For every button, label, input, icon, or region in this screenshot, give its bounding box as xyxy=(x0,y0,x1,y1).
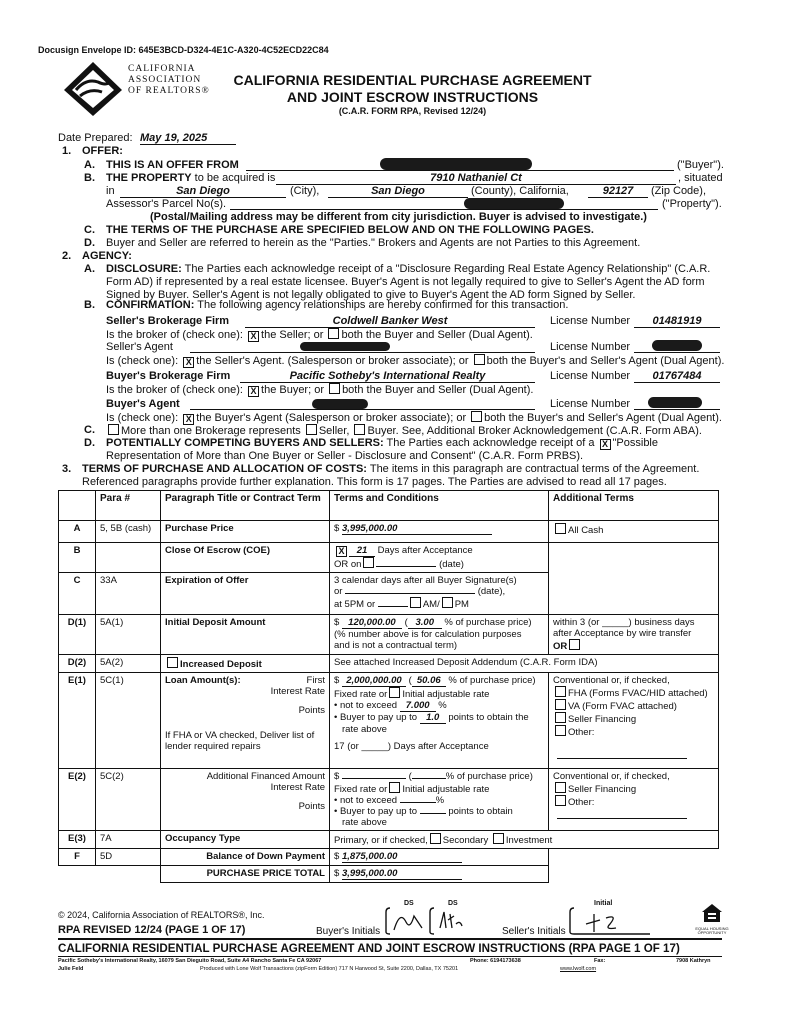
expiration-or: or xyxy=(334,586,343,597)
s1-b-end: , situated xyxy=(678,172,723,184)
seller-agent-label: Seller's Agent xyxy=(106,341,173,353)
fha-label: FHA (Forms FVAC/HID attached) xyxy=(568,688,708,699)
buyer-is-check-label: Is (check one): xyxy=(106,412,179,424)
seller-agent-license-label: License Number xyxy=(550,341,631,353)
company-fax: Fax: xyxy=(594,958,606,964)
s2-c-letter: C. xyxy=(84,424,95,436)
coe-date-checkbox[interactable] xyxy=(363,557,374,568)
apn-end: ("Property"). xyxy=(662,198,722,210)
initial-deposit-pct: 3.00 xyxy=(408,617,442,629)
seller-initials-label: Seller's Initials xyxy=(502,926,566,937)
d1-add3: OR xyxy=(553,641,568,652)
e1-sf-label: Seller Financing xyxy=(568,714,637,725)
row-e2-para: 5C(2) xyxy=(96,769,161,831)
multi-brokerage-checkbox[interactable] xyxy=(108,424,119,435)
buyer-dual-checkbox[interactable] xyxy=(329,383,340,394)
aba-seller-checkbox[interactable] xyxy=(306,424,317,435)
city-label: (City), xyxy=(290,185,320,197)
redacted-seller-agent-license xyxy=(652,340,702,351)
e2-sf-label: Seller Financing xyxy=(568,784,637,795)
postal-note: (Postal/Mailing address may be different from city jurisdiction. Buyer is advised to investigate.) xyxy=(150,211,647,223)
section-3-number: 3. xyxy=(62,463,72,475)
f-dollar: $ xyxy=(334,851,340,862)
interest-rate: 7.000 xyxy=(400,700,436,712)
row-d2 xyxy=(59,655,719,673)
e2-adj: Initial adjustable rate xyxy=(402,784,490,795)
s1-c-letter: C. xyxy=(84,224,95,236)
coe-date-label: (date) xyxy=(439,559,464,570)
s1-a-end: ("Buyer"). xyxy=(677,159,724,171)
s1-d-letter: D. xyxy=(84,237,95,249)
county-label: (County), California, xyxy=(471,185,569,197)
e1-other-label: Other: xyxy=(568,727,595,738)
seller-license: 01481919 xyxy=(634,315,720,328)
initial-deposit: 120,000.00 xyxy=(342,617,402,629)
row-c-para: 33A xyxy=(96,573,161,615)
s2-a-line2: Form AD) if represented by a real estate licensee. Buyer's Agent is not legally required to give to Seller's Agent the AD form xyxy=(106,276,705,288)
s1-b-text: to be acquired is xyxy=(194,172,276,184)
e1-pct-text: % of purchase price) xyxy=(448,675,536,686)
s2-a-line1: The Parties each acknowledge receipt of a "Disclosure Regarding Real Estate Agency Relationship" (C.A.R. xyxy=(184,263,711,275)
coe-days-checkbox[interactable]: X xyxy=(336,546,347,557)
s2-c-text1: More than one Brokerage represents xyxy=(121,425,301,437)
table-header xyxy=(59,491,719,521)
secondary-checkbox[interactable] xyxy=(430,833,441,844)
row-a-para: 5, 5B (cash) xyxy=(96,521,161,543)
dual-option: both the Buyer and Seller (Dual Agent). xyxy=(341,329,533,341)
e1-other-checkbox[interactable] xyxy=(555,725,566,736)
fha-checkbox[interactable] xyxy=(555,686,566,697)
s3-line2: Referenced paragraphs provide further explanation. This form is 17 pages. The Parties are advised to read all 17 pages. xyxy=(82,476,667,488)
s2-b-bold: CONFIRMATION: xyxy=(106,299,195,311)
s2-c-text2: Buyer. See, Additional Broker Acknowledgement (C.A.R. Form ABA). xyxy=(367,425,702,437)
occupancy-investment: Investment xyxy=(505,835,553,846)
header-additional: Additional Terms xyxy=(549,491,719,521)
row-e1-title: Loan Amount(s): xyxy=(165,675,241,686)
buyer-license: 01767484 xyxy=(634,370,720,383)
header-title: Paragraph Title or Contract Term xyxy=(161,491,330,521)
d1-dollar: $ xyxy=(334,617,340,628)
envelope-id: Docusign Envelope ID: 645E3BCD-D324-4E1C-A320-4C52ECD22C84 xyxy=(38,45,329,55)
purchase-price-total: 3,995,000.00 xyxy=(342,868,462,880)
sellers-agent-option: the Seller's Agent. (Salesperson or broker associate); or xyxy=(196,355,469,367)
bottom-title: CALIFORNIA RESIDENTIAL PURCHASE AGREEMENT AND JOINT ESCROW INSTRUCTIONS (RPA PAGE 1 OF 17) xyxy=(58,942,680,955)
e1-dollar: $ xyxy=(334,675,340,686)
title-line-1: CALIFORNIA RESIDENTIAL PURCHASE AGREEMENT xyxy=(233,72,592,88)
row-a xyxy=(59,521,719,543)
broker-check-label: Is the broker of (check one): xyxy=(106,329,243,341)
e1-fha-note1: If FHA or VA checked, Deliver list of xyxy=(165,730,315,741)
total-title: PURCHASE PRICE TOTAL xyxy=(161,866,330,883)
d1-pct-text: % of purchase price) xyxy=(444,617,532,628)
e2-pct: % xyxy=(435,795,445,806)
s3-bold: TERMS OF PURCHASE AND ALLOCATION OF COSTS: xyxy=(82,463,367,475)
d1-line3: and is not a contractual term) xyxy=(334,640,458,651)
s2-d-text1: The Parties each acknowledge receipt of a xyxy=(386,437,595,449)
both-agents-option: both the Buyer's and Seller's Agent (Dual Agent). xyxy=(486,355,725,367)
seller-agent-checkbox[interactable]: X xyxy=(183,357,194,368)
loan-pct: 50.06 xyxy=(412,675,446,687)
e2-not-exceed: not to exceed xyxy=(339,795,398,806)
row-e2-title: Additional Financed Amount xyxy=(206,771,325,782)
zip-label: (Zip Code), xyxy=(651,185,707,197)
buyer-firm: Pacific Sotheby's International Realty xyxy=(240,370,535,383)
property-city: San Diego xyxy=(120,185,286,198)
redacted-seller-agent xyxy=(300,342,390,351)
redacted-buyer-name xyxy=(380,158,532,170)
e1-first: First xyxy=(306,675,325,686)
e1-adj: Initial adjustable rate xyxy=(402,689,490,700)
all-cash-label: All Cash xyxy=(568,525,604,536)
e2-other-label: Other: xyxy=(568,797,595,808)
e1-days17: 17 (or _____) Days after Acceptance xyxy=(334,741,489,752)
row-e1-id: E(1) xyxy=(59,673,96,769)
row-f-title: Balance of Down Payment xyxy=(161,849,330,866)
s3-line1: The items in this paragraph are contractual terms of the Agreement. xyxy=(369,463,700,475)
equal-housing-text: EQUAL HOUSING OPPORTUNITY xyxy=(695,926,729,935)
pm-label: PM xyxy=(454,599,469,610)
seller-initials-box[interactable] xyxy=(566,902,658,936)
row-d1-id: D(1) xyxy=(59,615,96,655)
buyer-agent-license-label: License Number xyxy=(550,398,631,410)
header-para: Para # xyxy=(96,491,161,521)
row-d2-para: 5A(2) xyxy=(96,655,161,673)
section-2-number: 2. xyxy=(62,250,72,262)
file-name: 7908 Kathryn xyxy=(676,958,711,964)
row-a-dollar: $ xyxy=(334,523,340,534)
s2-b-text: The following agency relationships are hereby confirmed for this transaction. xyxy=(197,299,569,311)
ds-tag-1: DS xyxy=(404,900,414,907)
row-d1: D(1) 5A(1) Initial Deposit Amount $ 120,000.00 ( 3.00 % of purchase price) (% number above is for calculation purposes and is not a contractual term) within 3 (or _____) business days after Acceptance by wire transfer OR xyxy=(59,615,719,655)
aba-buyer-checkbox[interactable] xyxy=(354,424,365,435)
am-checkbox[interactable] xyxy=(410,597,421,608)
am-label: AM/ xyxy=(422,599,440,610)
e2-other-checkbox[interactable] xyxy=(555,795,566,806)
property-zip: 92127 xyxy=(588,185,648,198)
company-phone: Phone: 6194173638 xyxy=(470,958,521,964)
buyers-agent-option: the Buyer's Agent (Salesperson or broker associate); or xyxy=(196,412,467,424)
expiration-at: at 5PM or xyxy=(334,599,376,610)
buyer-license-label: License Number xyxy=(550,370,631,382)
seller-broker-checkbox[interactable]: X xyxy=(248,331,259,342)
car-logo-text: CALIFORNIA ASSOCIATION OF REALTORS® xyxy=(128,64,210,96)
coe-days: 21 xyxy=(349,545,375,557)
row-b xyxy=(59,543,719,573)
e1-adjustable-checkbox[interactable] xyxy=(389,687,400,698)
coe-days-text: Days after Acceptance xyxy=(377,545,473,556)
the-seller-option: the Seller; or xyxy=(261,329,324,341)
coe-or-on: OR on xyxy=(334,559,362,570)
buyer-initials-box[interactable] xyxy=(384,902,474,936)
s2-d-text2: "Possible xyxy=(612,437,658,449)
occupancy-secondary: Secondary xyxy=(442,835,489,846)
s2-d-bold: POTENTIALLY COMPETING BUYERS AND SELLERS: xyxy=(106,437,384,449)
d1-add2: after Acceptance by wire transfer xyxy=(553,628,692,639)
s1-a-letter: A. xyxy=(84,159,95,171)
apn-label: Assessor's Parcel No(s). xyxy=(106,198,227,210)
section-2-title: AGENCY: xyxy=(82,250,132,262)
d1-line2: (% number above is for calculation purposes xyxy=(334,629,522,640)
row-f xyxy=(59,849,719,866)
property-address: 7910 Nathaniel Ct xyxy=(276,172,676,185)
investment-checkbox[interactable] xyxy=(493,833,504,844)
va-checkbox[interactable] xyxy=(555,699,566,710)
d1-or-checkbox[interactable] xyxy=(569,639,580,650)
seller-firm-label: Seller's Brokerage Firm xyxy=(106,315,230,327)
e1-rate-above: rate above xyxy=(342,724,387,735)
increased-deposit-checkbox[interactable] xyxy=(167,657,178,668)
ds-tag-2: DS xyxy=(448,900,458,907)
row-e2: E(2) 5C(2) Additional Financed Amount Interest Rate Points $ ( % of purchase price) Fixed rate or Initial adjustable rate • not to exceed % • Buyer to pay up to points to obtain rate above Conventional or, if checked, Seller Financing Other: xyxy=(59,769,719,831)
e1-rate: Interest Rate xyxy=(270,686,325,697)
row-a-title: Purchase Price xyxy=(161,521,330,543)
s2-a-letter: A. xyxy=(84,263,95,275)
loan-points: 1.0 xyxy=(420,712,446,724)
buyer-dual-option: both the Buyer and Seller (Dual Agent). xyxy=(342,384,534,396)
s2-a-bold: DISCLOSURE: xyxy=(106,263,182,275)
section-1-number: 1. xyxy=(62,145,72,157)
buyer-broker-check-label: Is the broker of (check one): xyxy=(106,384,243,396)
e2-rate-above: rate above xyxy=(342,817,387,828)
e2-conv: Conventional or, if checked, xyxy=(553,771,670,782)
date-prepared-value: May 19, 2025 xyxy=(140,132,236,145)
row-e3-title: Occupancy Type xyxy=(161,831,330,849)
row-d2-terms: See attached Increased Deposit Addendum (C.A.R. Form IDA) xyxy=(330,655,719,673)
e2-rate: Interest Rate xyxy=(270,782,325,793)
copyright: © 2024, California Association of REALTORS®, Inc. xyxy=(58,910,265,920)
row-b-title: Close Of Escrow (COE) xyxy=(161,543,330,573)
is-check-label: Is (check one): xyxy=(106,355,179,367)
seller-firm: Coldwell Banker West xyxy=(245,315,535,328)
buyer-firm-label: Buyer's Brokerage Firm xyxy=(106,370,231,382)
loan-amount: 2,000,000.00 xyxy=(342,675,406,687)
buyer-initials-label: Buyer's Initials xyxy=(316,926,381,937)
e1-conv: Conventional or, if checked, xyxy=(553,675,670,686)
row-e3-id: E(3) xyxy=(59,831,96,849)
row-f-id: F xyxy=(59,849,96,866)
purchase-price: 3,995,000.00 xyxy=(342,523,492,535)
s1-in: in xyxy=(106,185,115,197)
row-d2-title: Increased Deposit xyxy=(180,659,262,670)
row-e3 xyxy=(59,831,719,849)
company-info: Pacific Sotheby's International Realty, 16079 San Dieguito Road, Suite A4 Rancho Santa Fe CA 92067 xyxy=(58,958,322,964)
row-d2-id: D(2) xyxy=(59,655,96,673)
header-terms: Terms and Conditions xyxy=(330,491,549,521)
produced-with: Produced with Lone Wolf Transactions (zipForm Edition) 717 N Harwood St, Suite 2200, Dallas, TX 75201 xyxy=(200,966,459,972)
s2-d-line2: Representation of More than One Buyer or Seller - Disclosure and Consent" (C.A.R. Form PRBS). xyxy=(106,450,584,462)
prbs-checkbox[interactable]: X xyxy=(600,439,611,450)
s2-d-letter: D. xyxy=(84,437,95,449)
redacted-apn xyxy=(464,198,564,209)
e2-pct-text: % of purchase price) xyxy=(445,771,533,782)
s1-b-bold: THE PROPERTY xyxy=(106,172,192,184)
expiration-line1: 3 calendar days after all Buyer Signature(s) xyxy=(334,575,517,586)
expiration-date-label: (date), xyxy=(477,586,506,597)
e2-adjustable-checkbox[interactable] xyxy=(389,782,400,793)
row-b-id: B xyxy=(59,543,96,573)
e1-seller-financing-checkbox[interactable] xyxy=(555,712,566,723)
occupancy-primary: Primary, or if checked, xyxy=(334,835,428,846)
row-d1-para: 5A(1) xyxy=(96,615,161,655)
buyer-broker-checkbox[interactable]: X xyxy=(248,386,259,397)
total-dollar: $ xyxy=(334,868,340,879)
buyer-both-agents-option: both the Buyer's and Seller's Agent (Dual Agent). xyxy=(484,412,722,424)
row-e1-para: 5C(1) xyxy=(96,673,161,769)
terms-table xyxy=(58,490,719,883)
s1-b-letter: B. xyxy=(84,172,95,184)
e2-pts-text: points to obtain xyxy=(448,806,513,817)
va-label: VA (Form FVAC attached) xyxy=(568,701,677,712)
redacted-buyer-agent xyxy=(312,399,368,409)
seller-agent-dual-checkbox[interactable] xyxy=(474,354,485,365)
row-f-para: 5D xyxy=(96,849,161,866)
s1-a-text: THIS IS AN OFFER FROM xyxy=(106,159,239,171)
the-buyer-option: the Buyer; or xyxy=(261,384,324,396)
row-c-title: Expiration of Offer xyxy=(161,573,330,615)
pm-checkbox[interactable] xyxy=(442,597,453,608)
agent-name: Julie Feld xyxy=(58,966,84,972)
buyer-agent-checkbox[interactable]: X xyxy=(183,414,194,425)
s2-b-letter: B. xyxy=(84,299,95,311)
rpa-revision: RPA REVISED 12/24 (PAGE 1 OF 17) xyxy=(58,924,246,936)
d1-add1: within 3 (or _____) business days xyxy=(553,617,695,628)
row-e2-id: E(2) xyxy=(59,769,96,831)
property-county: San Diego xyxy=(328,185,468,198)
buyer-agent-label: Buyer's Agent xyxy=(106,398,180,410)
row-e1: E(1) 5C(1) Loan Amount(s): First Interest Rate Points If FHA or VA checked, Deliver list of lender required repairs $ 2,000,000.00 ( 50.06 % of purchase price) Fixed rate or Initial adjustable rate • not to exceed 7.000 % • Buyer to pay up to 1.0 points to obtain the rate above 17 (or _____) Days after Acceptance Conventional or, if checked, FHA (Forms FVAC/HID attached) VA (Form FVAC attached) Seller Financing Other: xyxy=(59,673,719,769)
redacted-buyer-agent-license xyxy=(648,397,702,408)
equal-housing-icon xyxy=(700,902,724,926)
row-e3-para: 7A xyxy=(96,831,161,849)
e2-fixed: Fixed rate or xyxy=(334,784,388,795)
section-1-title: OFFER: xyxy=(82,145,123,157)
e1-fha-note2: lender required repairs xyxy=(165,741,261,752)
s1-d-text: Buyer and Seller are referred to herein as the "Parties." Brokers and Agents are not Parties to this Agreement. xyxy=(106,237,641,249)
buyer-agent-dual-checkbox[interactable] xyxy=(471,411,482,422)
s2-a-line3: Signed by Buyer. Seller's Agent is not legally obligated to give to Buyer's Agent the AD form Signed by Seller. xyxy=(106,289,636,301)
e2-pay: Buyer to pay up to xyxy=(339,806,418,817)
e2-points: Points xyxy=(298,801,325,812)
e1-points: Points xyxy=(298,705,325,716)
e1-not-exceed: not to exceed xyxy=(339,700,398,711)
s1-c-text: THE TERMS OF THE PURCHASE ARE SPECIFIED BELOW AND ON THE FOLLOWING PAGES. xyxy=(106,224,594,236)
down-payment: 1,875,000.00 xyxy=(342,851,462,863)
s2-c-seller: Seller, xyxy=(318,425,350,437)
row-d1-title: Initial Deposit Amount xyxy=(161,615,330,655)
row-c-id: C xyxy=(59,573,96,615)
seller-license-label: License Number xyxy=(550,315,631,327)
e1-fixed: Fixed rate or xyxy=(334,689,388,700)
form-id: (C.A.R. FORM RPA, Revised 12/24) xyxy=(338,106,487,116)
all-cash-checkbox[interactable] xyxy=(555,523,566,534)
title-line-2: AND JOINT ESCROW INSTRUCTIONS xyxy=(286,89,539,105)
e1-pay: Buyer to pay up to xyxy=(339,712,418,723)
lwolf-link[interactable]: www.lwolf.com xyxy=(560,966,597,972)
e2-seller-financing-checkbox[interactable] xyxy=(555,782,566,793)
e1-pts-text: points to obtain the xyxy=(448,712,529,723)
seller-dual-checkbox[interactable] xyxy=(328,328,339,339)
date-prepared-label: Date Prepared: xyxy=(58,132,133,144)
e2-dollar: $ xyxy=(334,771,340,782)
row-a-id: A xyxy=(59,521,96,543)
initial-tag: Initial xyxy=(594,900,613,907)
